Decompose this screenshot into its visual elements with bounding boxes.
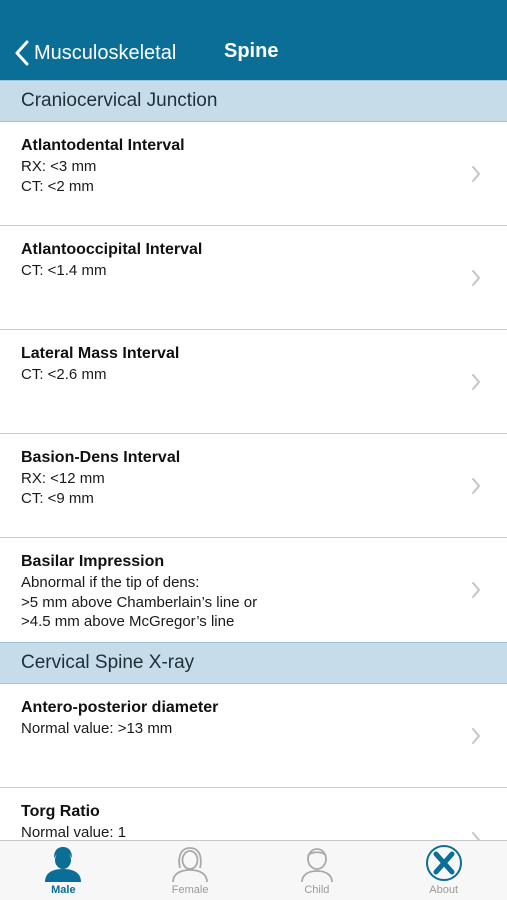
chevron-right-icon — [471, 727, 481, 745]
page-title: Spine — [224, 40, 279, 62]
tab-about[interactable] — [380, 841, 507, 900]
item-title: Atlantodental Interval — [21, 137, 185, 154]
tab-female[interactable] — [127, 841, 254, 900]
list-item-basilar-impression[interactable] — [0, 538, 507, 642]
list-item-torg-ratio[interactable] — [0, 788, 507, 840]
back-button-label: Musculoskeletal — [34, 41, 177, 64]
item-detail: RX: <12 mm — [21, 470, 105, 487]
item-detail: >5 mm above Chamberlain’s line or — [21, 593, 258, 611]
item-detail: >4.5 mm above McGregor’s line — [21, 613, 235, 630]
item-title: Atlantooccipital Interval — [21, 241, 203, 258]
tab-bar — [0, 840, 507, 900]
tab-label: Male — [51, 884, 76, 896]
child-icon — [296, 844, 338, 882]
item-detail: CT: <9 mm — [21, 489, 94, 507]
item-detail: RX: <3 mm — [21, 158, 97, 175]
chevron-left-icon — [14, 40, 30, 66]
navigation-bar — [0, 0, 507, 80]
chevron-right-icon — [471, 477, 481, 495]
item-detail: Normal value: >13 mm — [21, 720, 173, 737]
content-list[interactable] — [0, 80, 507, 840]
tab-male[interactable] — [0, 841, 127, 900]
item-detail: CT: <2.6 mm — [21, 366, 107, 383]
item-title: Basilar Impression — [21, 553, 165, 570]
tab-label: About — [429, 884, 458, 896]
female-icon — [169, 844, 211, 882]
section-header: Cervical Spine X-ray — [0, 642, 507, 684]
chevron-right-icon — [471, 581, 481, 599]
item-title: Antero-posterior diameter — [21, 699, 219, 716]
item-detail: Normal value: 1 — [21, 824, 127, 840]
item-title: Torg Ratio — [21, 803, 100, 820]
tab-label: Child — [304, 884, 330, 896]
chevron-right-icon — [471, 269, 481, 287]
list-item-atlantodental-interval[interactable] — [0, 122, 507, 226]
chevron-right-icon — [471, 373, 481, 391]
list-item-basion-dens-interval[interactable] — [0, 434, 507, 538]
back-button[interactable] — [14, 38, 176, 68]
about-logo-icon — [423, 844, 465, 882]
male-icon — [42, 844, 84, 882]
list-item-atlantooccipital-interval[interactable] — [0, 226, 507, 330]
chevron-right-icon — [471, 165, 481, 183]
list-item-antero-posterior-diameter[interactable] — [0, 684, 507, 788]
item-detail: CT: <1.4 mm — [21, 262, 107, 279]
list-item-lateral-mass-interval[interactable] — [0, 330, 507, 434]
item-title: Basion-Dens Interval — [21, 449, 181, 466]
item-title: Lateral Mass Interval — [21, 345, 180, 362]
item-detail: CT: <2 mm — [21, 177, 94, 195]
tab-label: Female — [171, 884, 209, 896]
tab-child[interactable] — [254, 841, 381, 900]
section-header: Craniocervical Junction — [0, 80, 507, 122]
item-detail: Abnormal if the tip of dens: — [21, 574, 200, 591]
chevron-right-icon — [471, 831, 481, 840]
